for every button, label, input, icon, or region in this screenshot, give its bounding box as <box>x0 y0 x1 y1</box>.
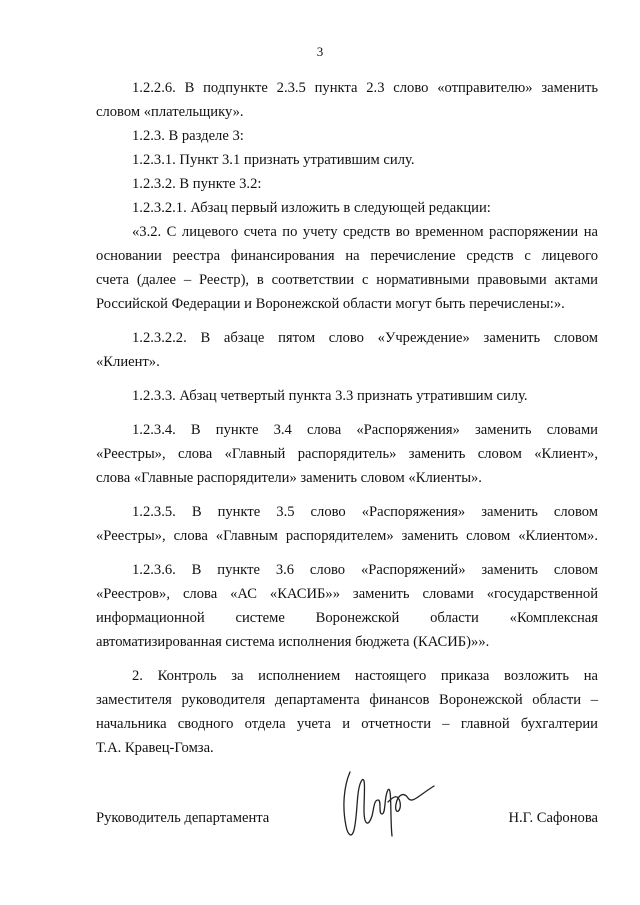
text-line: 1.2.2.6. В подпункте 2.3.5 пункта 2.3 слово «отправителю» заменить <box>132 80 598 96</box>
text-line: 1.2.3.6. В пункте 3.6 слово «Распоряжений» заменить словом <box>132 562 598 578</box>
text-line: 1.2.3.4. В пункте 3.4 слова «Распоряжения» заменить словами <box>132 422 598 438</box>
text-line: 1.2.3.2.2. В абзаце пятом слово «Учреждение» заменить словом <box>132 330 598 346</box>
text-line: 1.2.3.2. В пункте 3.2: <box>132 176 262 192</box>
text-line: словом «плательщику». <box>96 104 244 120</box>
signatory-title: Руководитель департамента <box>96 810 270 826</box>
text-line: автоматизированная система исполнения бюджета (КАСИБ)»». <box>96 634 490 650</box>
text-line: «Реестров», слова «АС «КАСИБ»» заменить словами «государственной <box>96 586 598 602</box>
text-line: «Реестры», слова «Главный распорядитель» заменить словом «Клиент», <box>96 446 598 462</box>
text-line: Т.А. Кравец-Гомза. <box>96 740 214 756</box>
text-line: информационной системе Воронежской области «Комплексная <box>96 610 598 626</box>
text-line: основании реестра финансирования на перечисление средств с лицевого <box>96 248 598 264</box>
text-line: 1.2.3. В разделе 3: <box>132 128 244 144</box>
text-line: 1.2.3.2.1. Абзац первый изложить в следующей редакции: <box>132 200 491 216</box>
text-line: «3.2. С лицевого счета по учету средств во временном распоряжении на <box>132 224 598 240</box>
text-line: 1.2.3.3. Абзац четвертый пункта 3.3 признать утратившим силу. <box>132 388 528 404</box>
signature-block <box>96 806 598 830</box>
text-line: начальника сводного отдела учета и отчетности – главной бухгалтерии <box>96 716 598 732</box>
signatory-name: Н.Г. Сафонова <box>508 810 598 826</box>
handwritten-signature <box>338 766 438 844</box>
text-line: 1.2.3.5. В пункте 3.5 слово «Распоряжения» заменить словом <box>132 504 598 520</box>
text-line: заместителя руководителя департамента финансов Воронежской области – <box>96 692 598 708</box>
text-line: «Реестры», слова «Главным распорядителем» заменить словом «Клиентом». <box>96 528 598 544</box>
text-line: 2. Контроль за исполнением настоящего приказа возложить на <box>132 668 598 684</box>
text-line: 1.2.3.1. Пункт 3.1 признать утратившим силу. <box>132 152 415 168</box>
page-number: 3 <box>316 44 324 59</box>
text-line: слова «Главные распорядители» заменить словом «Клиенты». <box>96 470 482 486</box>
text-line: счета (далее – Реестр), в соответствии с нормативными правовыми актами <box>96 272 598 288</box>
text-line: «Клиент». <box>96 354 160 370</box>
text-line: Российской Федерации и Воронежской области могут быть перечислены:». <box>96 296 565 312</box>
